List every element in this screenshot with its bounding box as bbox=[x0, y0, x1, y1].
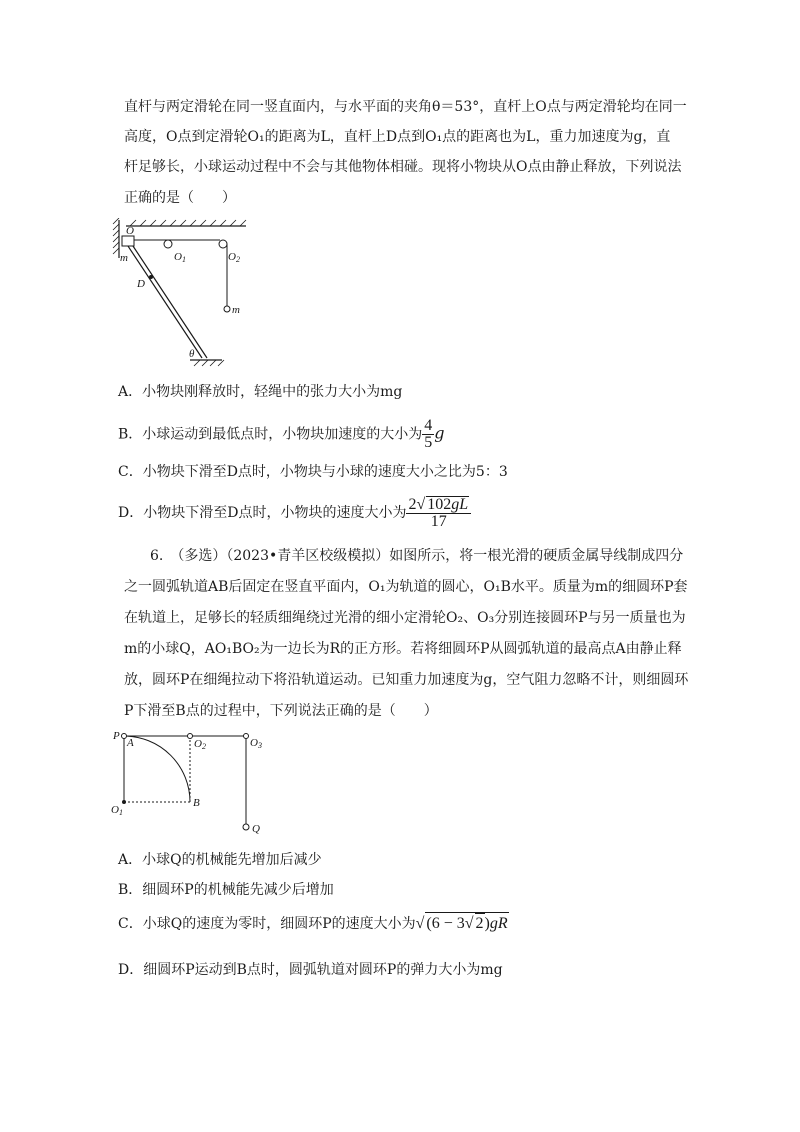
label-theta: θ bbox=[189, 348, 195, 360]
label-P: P bbox=[113, 730, 120, 742]
label-O3: O bbox=[250, 737, 258, 749]
q6-option-a: A．小球Q的机械能先增加后减少 bbox=[118, 852, 322, 868]
intro-line-1: 直杆与两定滑轮在同一竖直面内，与水平面的夹角θ＝53°，直杆上O点与两定滑轮均在同一 bbox=[124, 99, 687, 115]
q6-line-1: 6. （多选）（2023•青羊区校级模拟）如图所示，将一根光滑的硬质金属导线制成四分 bbox=[150, 548, 684, 564]
q5-option-b: B．小球运动到最低点时，小物块加速度的大小为 $\frac{4}{5}$ g bbox=[118, 417, 445, 451]
label-Q: Q bbox=[252, 823, 260, 835]
label-O1: O bbox=[174, 251, 182, 263]
intro-line-3: 杆足够长，小球运动过程中不会与其他物体相碰。现将小物块从O点由静止释放，下列说法 bbox=[124, 159, 682, 175]
svg-text:O2: O2 bbox=[228, 251, 240, 264]
q6-option-b: B．细圆环P的机械能先减少后增加 bbox=[118, 882, 334, 898]
intro-line-4: 正确的是（ ） bbox=[124, 190, 236, 206]
label-O: O bbox=[126, 225, 134, 237]
label-A: A bbox=[127, 737, 134, 749]
svg-text:O2: O2 bbox=[194, 738, 206, 751]
q6-line-4: m的小球Q，AO₁BO₂为一边长为R的正方形。若将细圆环P从圆弧轨道的最高点A由静止释 bbox=[124, 641, 682, 657]
figure-quarter-arc bbox=[108, 728, 268, 838]
q6-line-3: 在轨道上，足够长的轻质细绳绕过光滑的细小定滑轮O₂、O₃分别连接圆环P与另一质量也为 bbox=[124, 610, 686, 626]
q5-option-c: C．小物块下滑至D点时，小物块与小球的速度大小之比为5：3 bbox=[118, 464, 508, 480]
q5-option-d: D．小物块下滑至D点时，小物块的速度大小为 $\frac{2√ 102gL}{17}$ bbox=[118, 496, 471, 530]
intro-line-2: 高度，O点到定滑轮O₁的距离为L，直杆上D点到O₁点的距离也为L，重力加速度为g，直 bbox=[124, 129, 671, 145]
label-O1b: O bbox=[111, 804, 119, 816]
svg-text:O1: O1 bbox=[111, 804, 123, 817]
label-O2: O bbox=[228, 251, 236, 263]
q6-line-2: 之一圆弧轨道AB后固定在竖直平面内，O₁为轨道的圆心，O₁B水平。质量为m的细圆环P套 bbox=[124, 579, 688, 595]
q5-option-a: A．小物块刚释放时，轻绳中的张力大小为mg bbox=[118, 384, 403, 400]
figure-rod-pulley bbox=[110, 218, 260, 368]
q6-line-6: P下滑至B点的过程中，下列说法正确的是（ ） bbox=[124, 703, 438, 719]
label-m-ball: m bbox=[232, 304, 240, 316]
label-B: B bbox=[193, 797, 200, 809]
label-m-block: m bbox=[120, 252, 128, 264]
q6-option-c: C．小球Q的速度为零时，细圆环P的速度大小为√ (6 − 3√ 2)gR bbox=[118, 912, 509, 934]
label-O2b: O bbox=[194, 738, 202, 750]
label-D: D bbox=[137, 278, 145, 290]
svg-text:O1: O1 bbox=[174, 251, 186, 264]
q6-line-5: 放，圆环P在细绳拉动下将沿轨道运动。已知重力加速度为g，空气阻力忽略不计，则细圆环 bbox=[124, 672, 689, 688]
svg-text:O3: O3 bbox=[250, 737, 262, 750]
q6-option-d: D．细圆环P运动到B点时，圆弧轨道对圆环P的弹力大小为mg bbox=[118, 962, 503, 978]
